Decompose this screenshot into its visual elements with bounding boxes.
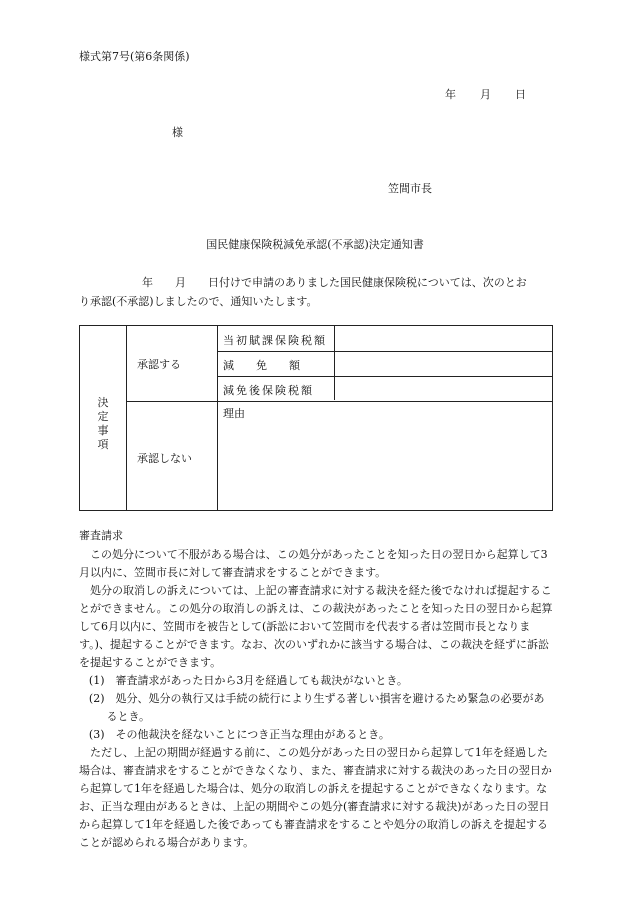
row-reduction: 減 免 額: [223, 359, 300, 372]
appeal-item-1: (1) 審査請求があった日から3月を経過しても裁決がないとき。: [88, 674, 408, 687]
addressee-suffix: 様: [172, 126, 183, 139]
form-number: 様式第7号(第6条関係): [79, 50, 190, 63]
appeal-item-3: (3) その他裁決を経ないことにつき正当な理由があるとき。: [88, 728, 390, 741]
date-month: 月: [480, 88, 491, 101]
row-initial-tax: 当初賦課保険税額: [223, 334, 327, 347]
appeal-paragraph-1: この処分について不服がある場合は、この処分があったことを知った日の翌日から起算して3月以内に、笠間市長に対して審査請求をすることができます。: [79, 548, 548, 579]
intro-line-2: り承認(不承認)しましたので、通知いたします。: [79, 295, 318, 308]
issuer-name: 笠間市長: [388, 182, 432, 195]
appeal-closing: ただし、上記の期間が経過する前に、この処分があった日の翌日から起算して1年を経過した場合は、審査請求をすることができなくなり、また、審査請求に対する裁決のあった日の翌日から起算して1年を経過した場合は、処分の取消しの訴えを提起することができなくなります。なお、正当な理由があるときは、上記の期間やこの処分(審査請求に対する裁決)があった日の翌日から起算して1年を経過した後であっても審査請求をすることや処分の取消しの訴えを提起することが認められる場合があります。: [79, 746, 552, 849]
approve-label: 承認する: [137, 358, 181, 371]
appeal-heading: 審査請求: [79, 529, 123, 542]
intro-text: [79, 273, 554, 311]
row-after-tax: 減免後保険税額: [223, 384, 314, 397]
document-title: 国民健康保険税減免承認(不承認)決定通知書: [206, 238, 424, 251]
appeal-item-2: (2) 処分、処分の執行又は手続の続行により生ずる著しい損害を避けるため緊急の必要があるとき。: [88, 692, 545, 723]
decision-items-label: 決 定 事 項: [97, 396, 109, 451]
reason-label: 理由: [223, 407, 245, 420]
date-line: [445, 86, 526, 102]
date-day: 日: [515, 88, 526, 101]
decision-table: [79, 325, 553, 511]
intro-line-1: 年 月 日付けで申請のありました国民健康保険税については、次のとお: [142, 276, 527, 289]
appeal-body: [79, 546, 553, 852]
reject-label: 承認しない: [137, 452, 192, 465]
appeal-paragraph-2: 処分の取消しの訴えについては、上記の審査請求に対する裁決を経た後でなければ提起することができません。この処分の取消しの訴えは、この裁決があったことを知った日の翌日から起算して6月以内に、笠間市を被告として(訴訟において笠間市を代表する者は笠間市長となります。)、提起することができます。なお、次のいずれかに該当する場合は、この裁決を経ずに訴訟を提起することができます。: [79, 584, 553, 669]
date-year: 年: [445, 88, 456, 101]
